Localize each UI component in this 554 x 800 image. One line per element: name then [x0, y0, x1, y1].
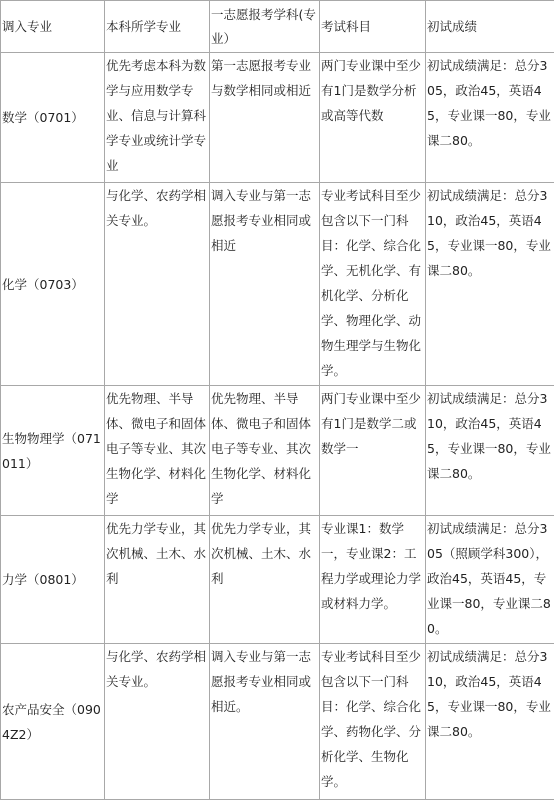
header-first-choice: 一志愿报考学科(专业） — [210, 1, 320, 53]
header-row — [1, 1, 554, 53]
row-first-choice: 第一志愿报考专业与数学相同或相近 — [210, 53, 320, 183]
header-undergrad-major: 本科所学专业 — [105, 1, 210, 53]
header-initial-score: 初试成绩 — [426, 1, 554, 53]
row-undergrad: 优先力学专业，其次机械、土木、水利 — [105, 516, 210, 644]
row-undergrad: 与化学、农药学相关专业。 — [105, 644, 210, 800]
row-first-choice: 调入专业与第一志愿报考专业相同或相近 — [210, 183, 320, 386]
row-major: 生物物理学（071011） — [1, 386, 105, 516]
row-score: 初试成绩满足：总分310，政治45，英语45，专业课一80，专业课二80。 — [426, 183, 554, 386]
header-major: 调入专业 — [1, 1, 105, 53]
table-row — [1, 516, 554, 644]
row-major: 力学（0801） — [1, 516, 105, 644]
row-major: 农产品安全（0904Z2） — [1, 644, 105, 800]
row-first-choice: 调入专业与第一志愿报考专业相同或相近。 — [210, 644, 320, 800]
row-subjects: 专业考试科目至少包含以下一门科目：化学、综合化学、药物化学、分析化学、生物化学。 — [320, 644, 426, 800]
row-major: 数学（0701） — [1, 53, 105, 183]
row-subjects: 两门专业课中至少有1门是数学分析或高等代数 — [320, 53, 426, 183]
row-major: 化学（0703） — [1, 183, 105, 386]
row-subjects: 专业考试科目至少包含以下一门科目：化学、综合化学、无机化学、有机化学、分析化学、物理化学、动物生理学与生物化学。 — [320, 183, 426, 386]
row-undergrad: 优先考虑本科为数学与应用数学专业、信息与计算科学专业或统计学专业 — [105, 53, 210, 183]
row-subjects: 专业课1：数学一，专业课2：工程力学或理论力学或材料力学。 — [320, 516, 426, 644]
row-first-choice: 优先物理、半导体、微电子和固体电子等专业、其次生物化学、材料化学 — [210, 386, 320, 516]
row-subjects: 两门专业课中至少有1门是数学二或数学一 — [320, 386, 426, 516]
row-first-choice: 优先力学专业，其次机械、土木、水利 — [210, 516, 320, 644]
row-undergrad: 优先物理、半导体、微电子和固体电子等专业、其次生物化学、材料化学 — [105, 386, 210, 516]
row-score: 初试成绩满足：总分310，政治45，英语45，专业课一80，专业课二80。 — [426, 644, 554, 800]
row-score: 初试成绩满足：总分310，政治45，英语45，专业课一80，专业课二80。 — [426, 386, 554, 516]
table-row — [1, 644, 554, 800]
header-exam-subjects: 考试科目 — [320, 1, 426, 53]
row-undergrad: 与化学、农药学相关专业。 — [105, 183, 210, 386]
table-row — [1, 386, 554, 516]
row-score: 初试成绩满足：总分305（照顾学科300），政治45，英语45，专业课一80，专业课二80。 — [426, 516, 554, 644]
table-row — [1, 53, 554, 183]
row-score: 初试成绩满足：总分305，政治45，英语45，专业课一80，专业课二80。 — [426, 53, 554, 183]
table-row — [1, 183, 554, 386]
